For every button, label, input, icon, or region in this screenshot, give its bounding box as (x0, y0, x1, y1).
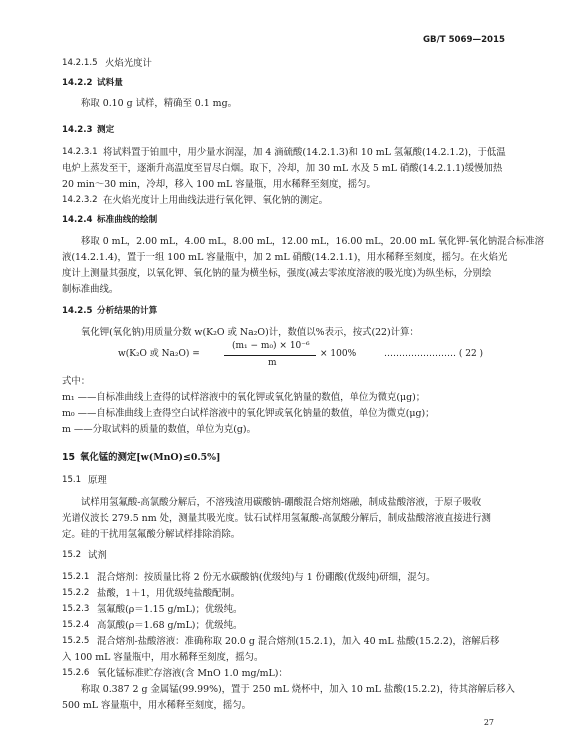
reagent-text: 氧化锰标准贮存溶液(含 MnO 1.0 mg/mL)： (97, 668, 288, 679)
section-number: 15 (62, 452, 76, 463)
clause-title: 原理 (88, 475, 107, 486)
clause-title: 试料量 (97, 78, 123, 88)
formula-numerator: (m₁ − m₀) × 10⁻⁶ (232, 341, 310, 351)
reagent-text: 混合熔剂：按质量比将 2 份无水碳酸钠(优级纯)与 1 份硼酸(优级纯)研细，混匀。 (97, 572, 436, 583)
reagent-text: 氢氟酸(ρ＝1.15 g/mL)；优级纯。 (97, 604, 243, 615)
reagent-text: 盐酸，1＋1，用优级纯盐酸配制。 (97, 588, 241, 599)
clause-number: 15.2.3 (62, 604, 90, 614)
section-title: 氧化锰的测定[w(MnO)≤0.5%] (80, 452, 221, 463)
fraction-bar (224, 355, 316, 356)
clause-number: 15.2.1 (62, 572, 90, 582)
clause-number: 14.2.3.1 (62, 147, 98, 157)
reagent-text: 混合熔剂-盐酸溶液：准确称取 20.0 g 混合熔剂(15.2.1)，加入 40 mL 盐酸(15.2.2)，溶解后移 (97, 636, 500, 647)
clause-title: 分析结果的计算 (97, 306, 158, 316)
page-number: 27 (483, 718, 494, 727)
clause-title: 试剂 (88, 550, 107, 561)
clause-number: 14.2.2 (62, 78, 93, 88)
paragraph-line: 光谱仪波长 279.5 nm 处，测量其吸光度。钛石试样用氢氟酸-高氯酸分解后，制成盐酸溶液直接进行测 (62, 513, 491, 524)
clause-title: 火焰光度计 (105, 58, 152, 69)
paragraph-line: 定。硅的干扰用氢氟酸分解试样排除消除。 (62, 529, 241, 540)
paragraph-line: 将试料置于铂皿中，用少量水润湿，加 4 滴硫酸(14.2.1.3)和 10 mL 氢氟酸(14.2.1.2)，于低温 (103, 147, 506, 158)
clause-number: 14.2.1.5 (62, 58, 98, 68)
paragraph-line: 20 min～30 min，冷却，移入 100 mL 容量瓶，用水稀释至刻度，摇匀。 (62, 179, 376, 190)
standard-number: GB/T 5069—2015 (422, 35, 505, 45)
reagent-text: 高氯酸(ρ＝1.68 g/mL)；优级纯。 (97, 620, 243, 631)
clause-number: 14.2.3 (62, 125, 93, 135)
clause-number: 15.1 (62, 475, 82, 485)
paragraph-line: 称取 0.387 2 g 金属锰(99.99%)，置于 250 mL 烧杯中，加入 10 mL 盐酸(15.2.2)，待其溶解后移入 (81, 684, 515, 695)
formula-multiplier: × 100% (320, 349, 357, 359)
paragraph-line: 500 mL 容量瓶中，用水稀释至刻度，摇匀。 (62, 700, 251, 711)
paragraph-line: 电炉上蒸发至干，逐渐升高温度至冒尽白烟。取下，冷却，加 30 mL 水及 5 mL 硝酸(14.2.1.1)缓慢加热 (62, 163, 503, 174)
paragraph-line: 试样用氢氟酸-高氯酸分解后，不溶残渣用碳酸钠-硼酸混合熔剂熔融，制成盐酸溶液，于原子吸收 (81, 497, 482, 508)
paragraph-line: 氧化钾(氧化钠)用质量分数 w(K₂O 或 Na₂O)计，数值以%表示，按式(22)计算： (81, 327, 419, 338)
symbol-definition: m₁ ——自标准曲线上查得的试样溶液中的氧化钾或氧化钠量的数值，单位为微克(μg)； (62, 392, 426, 403)
clause-number: 15.2 (62, 550, 82, 560)
symbol-definition: m ——分取试料的质量的数值，单位为克(g)。 (62, 424, 256, 435)
paragraph-line: 称取 0.10 g 试样，精确至 0.1 mg。 (81, 98, 237, 109)
paragraph-line: 度计上测量其强度，以氧化钾、氧化钠的量为横坐标，强度(减去零浓度溶液的吸光度)为纵坐标，分别绘 (62, 268, 492, 279)
clause-title: 测定 (97, 125, 115, 135)
where-label: 式中： (62, 376, 91, 387)
clause-number: 15.2.4 (62, 620, 90, 630)
clause-title: 标准曲线的绘制 (97, 215, 158, 225)
paragraph-line: 液(14.2.1.4)，置于一组 100 mL 容量瓶中，加 2 mL 硝酸(14.2.1.1)，用水稀释至刻度，摇匀。在火焰光 (62, 252, 508, 263)
paragraph-line: 移取 0 mL，2.00 mL，4.00 mL，8.00 mL，12.00 mL，16.00 mL，20.00 mL 氧化钾-氧化钠混合标准溶 (81, 236, 545, 247)
reagent-text: 入 100 mL 容量瓶中，用水稀释至刻度，摇匀。 (62, 652, 264, 663)
clause-number: 14.2.4 (62, 215, 93, 225)
clause-number: 15.2.6 (62, 668, 90, 678)
clause-number: 14.2.5 (62, 306, 93, 316)
formula-lhs: w(K₂O 或 Na₂O) = (118, 349, 200, 359)
clause-number: 14.2.3.2 (62, 195, 98, 205)
symbol-definition: m₀ ——自标准曲线上查得空白试样溶液中的氧化钾或氧化钠量的数值，单位为微克(μg)； (62, 408, 435, 419)
paragraph-line: 制标准曲线。 (62, 284, 119, 295)
formula-number: …………………… ( 22 ) (384, 349, 484, 359)
clause-number: 15.2.2 (62, 588, 90, 598)
clause-number: 15.2.5 (62, 636, 90, 646)
paragraph-line: 在火焰光度计上用曲线法进行氧化钾、氧化钠的测定。 (103, 195, 329, 206)
formula-denominator: m (268, 358, 277, 368)
